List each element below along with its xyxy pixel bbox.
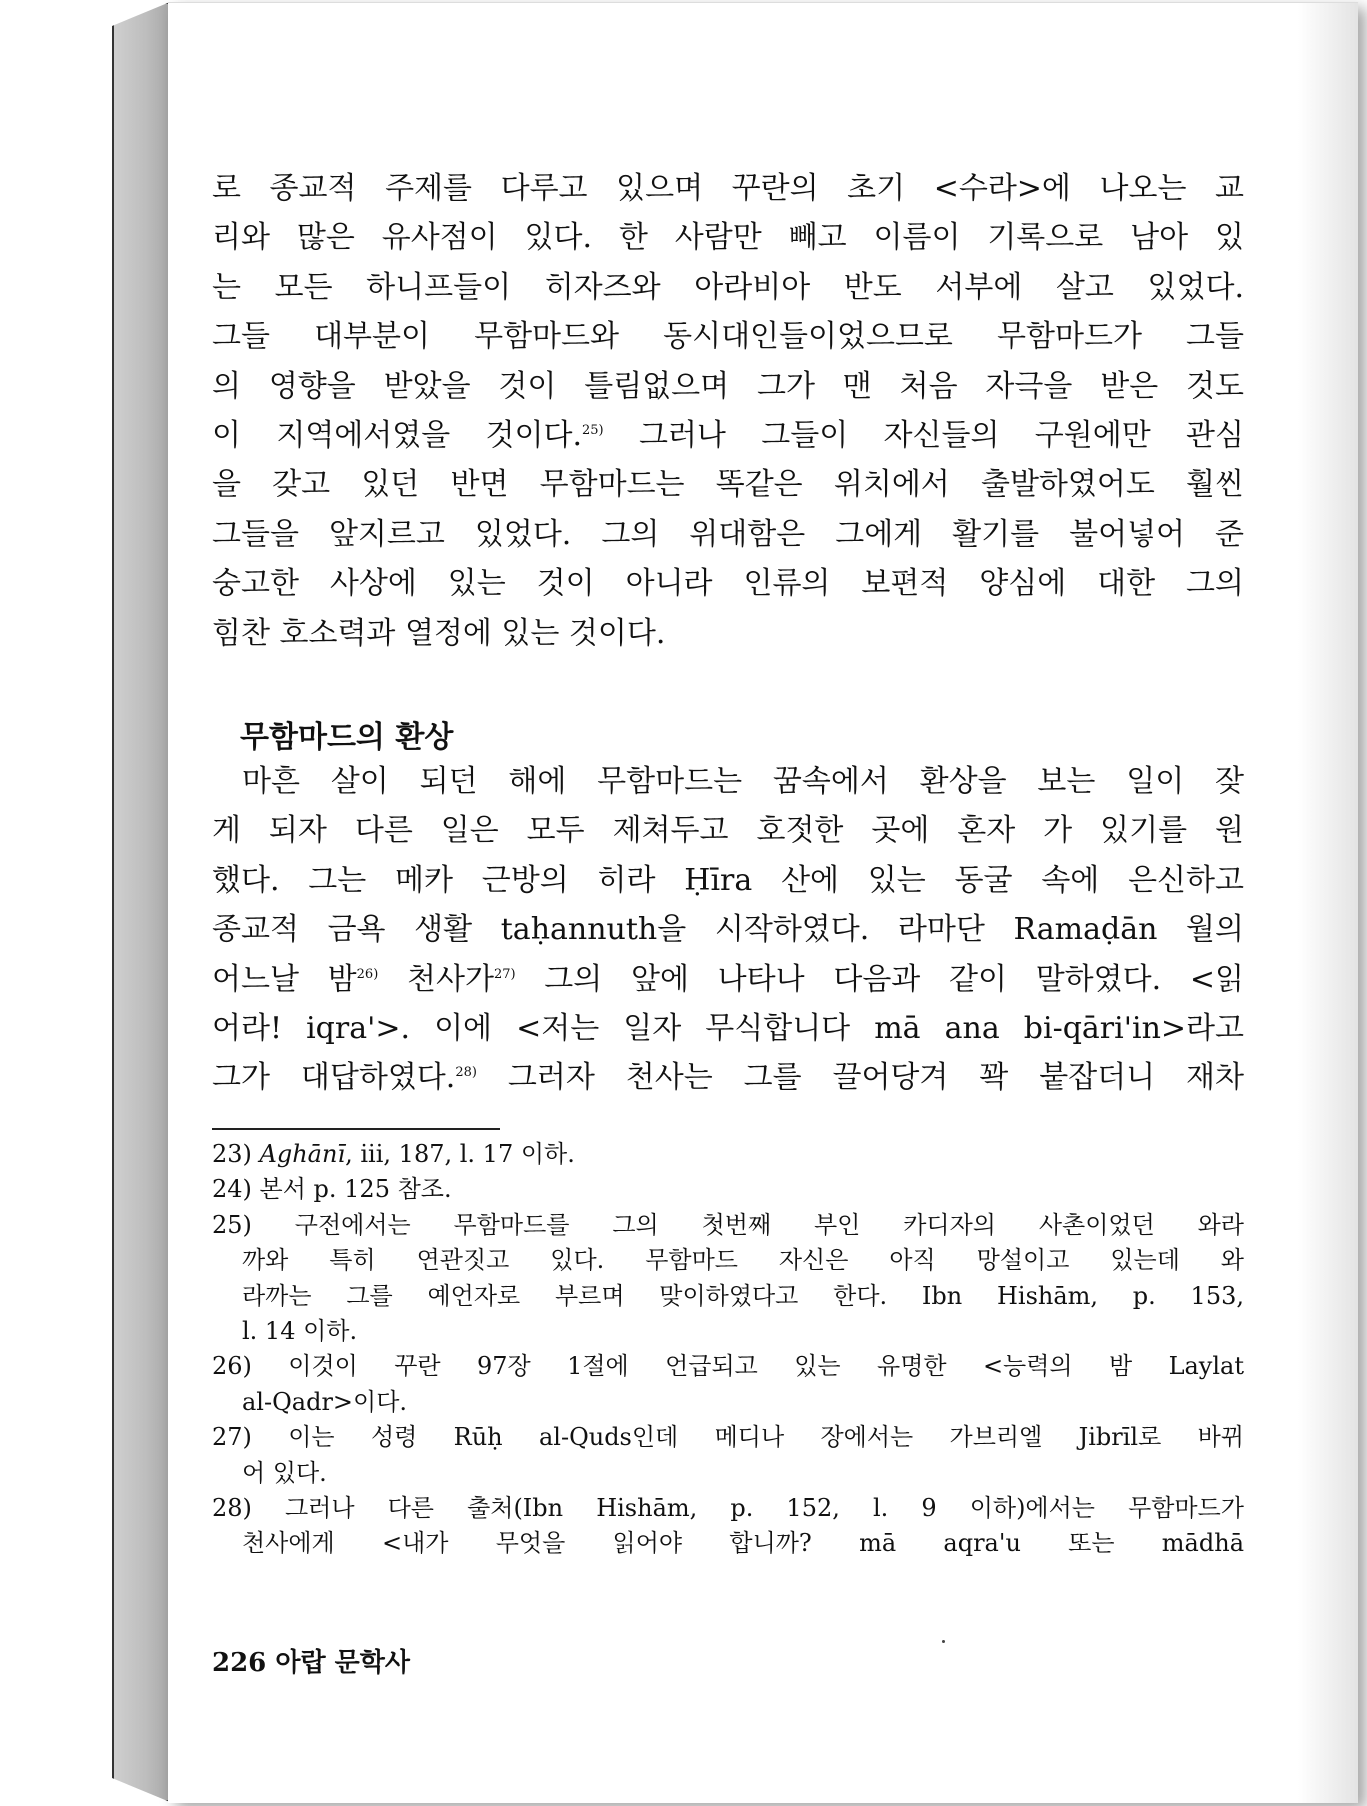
text-segment: 그의 앞에 나타나 다음과 같이 말하였다. <읽 xyxy=(515,961,1244,997)
scan-speck xyxy=(942,1640,945,1643)
text-segment: 그러자 천사는 그를 끌어당겨 꽉 붙잡더니 재차 xyxy=(476,1060,1245,1096)
footnote-26: 26) 이것이 꾸란 97장 1절에 언급되고 있는 유명한 <능력의 밤 Laylat xyxy=(212,1352,1244,1381)
footnote-number: 23) xyxy=(212,1140,260,1168)
footnote-divider xyxy=(212,1128,500,1130)
text-line xyxy=(212,1053,1244,1102)
text-line: 힘찬 호소력과 열정에 있는 것이다. xyxy=(212,615,666,651)
text-line: 는 모든 하니프들이 히자즈와 아라비아 반도 서부에 살고 있었다. xyxy=(212,269,1244,305)
paragraph-1 xyxy=(212,164,1244,658)
footnote-25: 25) 구전에서는 무함마드를 그의 첫번째 부인 카디자의 사촌이었던 와라 xyxy=(212,1210,1244,1239)
footnote-ref-26[interactable]: 26) xyxy=(356,966,379,982)
footnote-25-cont: l. 14 이하. xyxy=(242,1317,358,1346)
footnote-28: 28) 그러나 다른 출처(Ibn Hishām, p. 152, l. 9 이하)에서는 무함마드가 xyxy=(212,1494,1244,1523)
footnote-25-cont: 까와 특히 연관짓고 있다. 무함마드 자신은 아직 망설이고 있는데 와 xyxy=(242,1246,1244,1275)
text-line: 어라! iqra'>. 이에 <저는 일자 무식합니다 mā ana bi-qāri'in>라고 xyxy=(212,1011,1244,1047)
text-segment: 천사가 xyxy=(378,961,494,997)
text-line xyxy=(212,955,1244,1004)
text-line: 리와 많은 유사점이 있다. 한 사람만 빼고 이름이 기록으로 남아 있 xyxy=(212,220,1244,256)
text-line: 마흔 살이 되던 해에 무함마드는 꿈속에서 환상을 보는 일이 잦 xyxy=(242,764,1244,799)
text-line: 종교적 금욕 생활 taḥannuth을 시작하였다. 라마단 Ramaḍān 월의 xyxy=(212,912,1244,948)
footnote-23 xyxy=(212,1137,1244,1172)
book-spine xyxy=(112,2,170,1802)
footnote-ref-25[interactable]: 25) xyxy=(582,423,604,439)
text-line: 그들 대부분이 무함마드와 동시대인들이었으므로 무함마드가 그들 xyxy=(212,319,1244,355)
text-line xyxy=(212,411,1244,460)
page-number-footer: 226 아랍 문학사 xyxy=(212,1648,410,1678)
text-segment: 어느날 밤 xyxy=(212,961,357,997)
text-line: 게 되자 다른 일은 모두 제쳐두고 호젓한 곳에 혼자 가 있기를 원 xyxy=(212,813,1244,849)
footnote-26-cont: al-Qadr>이다. xyxy=(242,1387,408,1416)
text-segment: 그가 대답하였다. xyxy=(212,1060,456,1096)
text-segment: 그러나 그들이 자신들의 구원에만 관심 xyxy=(603,418,1244,454)
footnote-27-cont: 어 있다. xyxy=(242,1458,327,1487)
text-line: 그들을 앞지르고 있었다. 그의 위대함은 그에게 활기를 불어넣어 준 xyxy=(212,516,1244,552)
paragraph-2 xyxy=(212,757,1244,1103)
footnote-28-cont: 천사에게 <내가 무엇을 읽어야 합니까? mā aqra'u 또는 mādhā xyxy=(242,1529,1244,1558)
text-line: 의 영향을 받았을 것이 틀림없으며 그가 맨 처음 자극을 받은 것도 xyxy=(212,368,1244,404)
text-line: 했다. 그는 메카 근방의 히라 Ḥīra 산에 있는 동굴 속에 은신하고 xyxy=(212,862,1244,898)
text-line: 을 갖고 있던 반면 무함마드는 똑같은 위치에서 출발하였어도 훨씬 xyxy=(212,467,1244,503)
text-line: 로 종교적 주제를 다루고 있으며 꾸란의 초기 <수라>에 나오는 교 xyxy=(212,171,1244,206)
footnote-25-cont: 라까는 그를 예언자로 부르며 맞이하였다고 한다. Ibn Hishām, p. 153, xyxy=(242,1281,1244,1310)
footnote-ref-27[interactable]: 27) xyxy=(493,966,516,982)
footnote-text: , iii, 187, l. 17 이하. xyxy=(345,1140,575,1168)
footnote-ref-28[interactable]: 28) xyxy=(455,1065,477,1081)
footnotes xyxy=(212,1137,1244,1562)
page-edge-shadow xyxy=(1298,3,1358,1803)
text-segment: 이 지역에서였을 것이다. xyxy=(212,418,583,454)
footnote-title: Aghānī xyxy=(259,1140,346,1168)
section-heading: 무함마드의 환상 xyxy=(240,720,454,755)
footnote-27: 27) 이는 성령 Rūḥ al-Quds인데 메디나 장에서는 가브리엘 Jibrīl로 바뀌 xyxy=(212,1423,1244,1452)
text-line: 숭고한 사상에 있는 것이 아니라 인류의 보편적 양심에 대한 그의 xyxy=(212,566,1244,602)
footnote-24: 24) 본서 p. 125 참조. xyxy=(212,1175,452,1204)
